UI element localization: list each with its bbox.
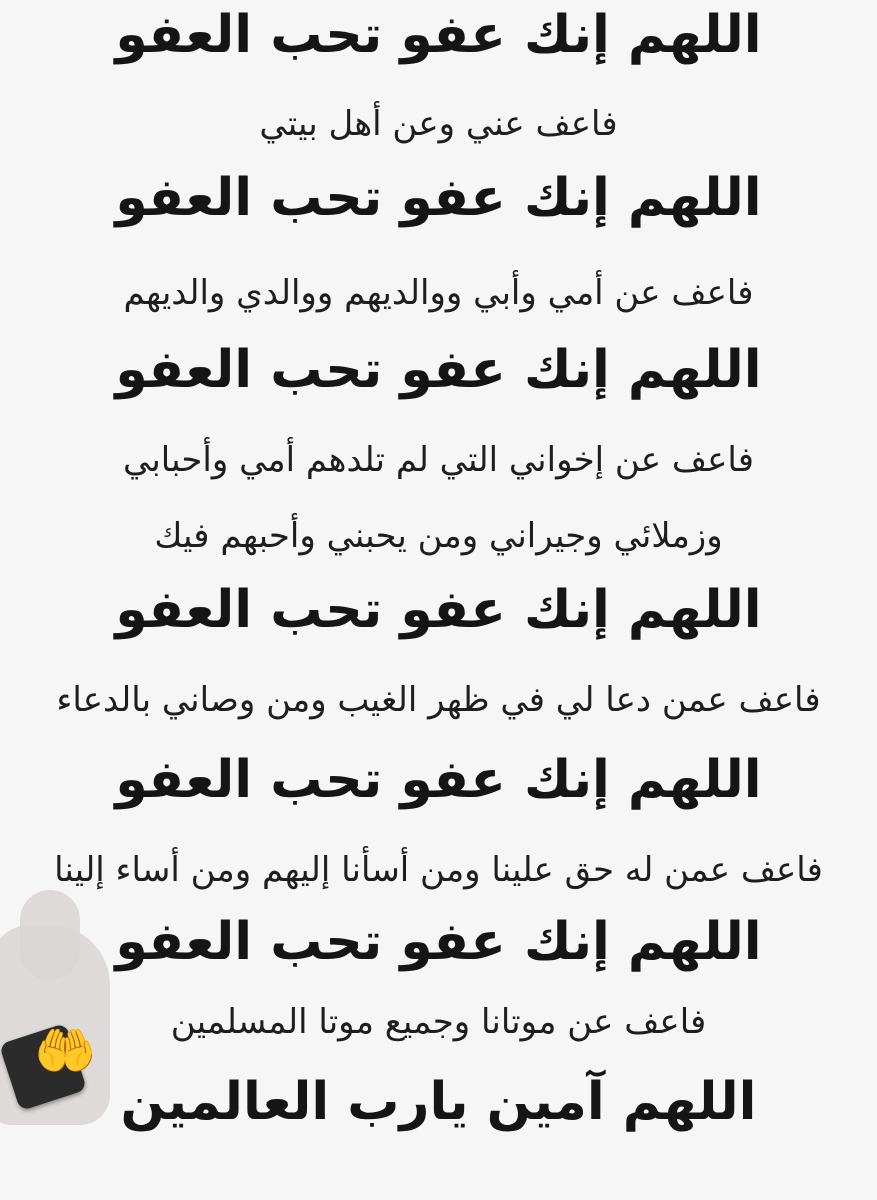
prayer-line: فاعف عن موتانا وجميع موتا المسلمين: [170, 1002, 707, 1042]
prayer-line: فاعف عن أمي وأبي ووالديهم ووالدي والديهم: [123, 273, 754, 313]
prayer-line: فاعف عن إخواني التي لم تلدهم أمي وأحبابي: [122, 440, 754, 480]
prayer-heading-line: اللهم إنك عفو تحب العفو: [115, 750, 762, 810]
prayer-heading-line: اللهم إنك عفو تحب العفو: [115, 580, 762, 640]
praying-hands-icon: 🤲: [34, 1022, 97, 1080]
prayer-closing-line: اللهم آمين يارب العالمين: [120, 1072, 757, 1132]
prayer-line: فاعف عمن دعا لي في ظهر الغيب ومن وصاني بالدعاء: [56, 680, 821, 720]
prayer-line: وزملائي وجيراني ومن يحبني وأحبهم فيك: [154, 516, 723, 556]
prayer-heading-line: اللهم إنك عفو تحب العفو: [115, 912, 762, 972]
prayer-heading-line: اللهم إنك عفو تحب العفو: [115, 340, 762, 400]
prayer-line: فاعف عني وعن أهل بيتي: [259, 104, 618, 144]
prayer-heading-line: اللهم إنك عفو تحب العفو: [115, 5, 762, 65]
prayer-heading-line: اللهم إنك عفو تحب العفو: [115, 168, 762, 228]
prayer-line: فاعف عمن له حق علينا ومن أسأنا إليهم ومن أساء إلينا: [54, 850, 823, 890]
